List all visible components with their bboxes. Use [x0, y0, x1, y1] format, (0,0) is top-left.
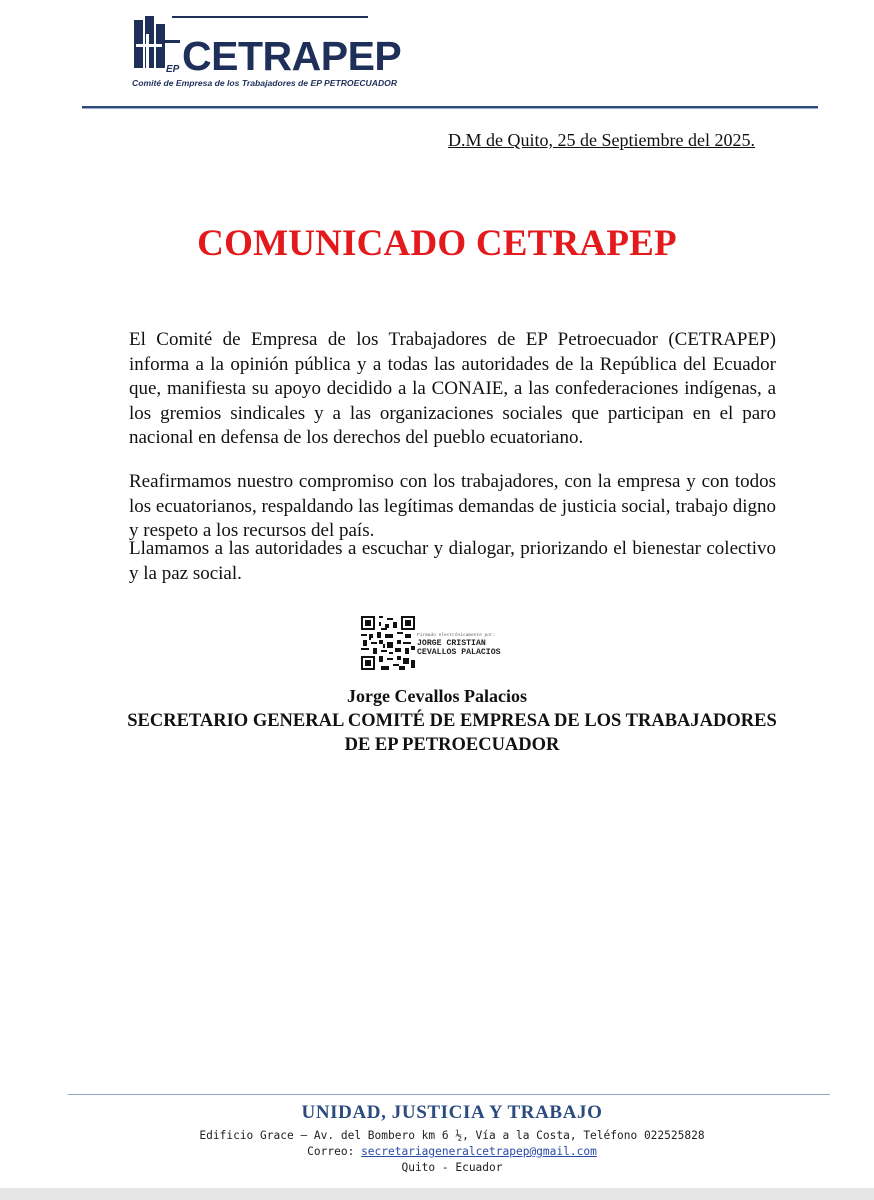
signer-title: SECRETARIO GENERAL COMITÉ DE EMPRESA DE LOS TRABAJADORES DE EP PETROECUADOR — [127, 711, 777, 755]
cetrapep-logo — [132, 14, 402, 90]
logo-subtitle: Comité de Empresa de los Trabajadores de EP PETROECUADOR — [132, 78, 398, 88]
stamp-name-line-2: CEVALLOS PALACIOS — [417, 648, 501, 657]
footer-motto: UNIDAD, JUSTICIA Y TRABAJO — [301, 1102, 603, 1123]
document-title: COMUNICADO CETRAPEP — [197, 223, 677, 264]
email-label: Correo: — [307, 1145, 362, 1158]
logo-text: CETRAPEP — [182, 33, 402, 79]
stamp-signer-name — [417, 639, 501, 657]
svg-text:EP: EP — [166, 64, 180, 75]
footer-address: Edificio Grace – Av. del Bombero km 6 ½, Vía a la Costa, Teléfono 022525828 — [199, 1129, 705, 1142]
stamp-name-line-1: JORGE CRISTIAN — [417, 639, 486, 648]
stamp-caption: Firmado electrónicamente por: — [417, 633, 496, 638]
signer-name: Jorge Cevallos Palacios — [347, 686, 527, 706]
paragraph-3: Llamamos a las autoridades a escuchar y dialogar, priorizando el bienestar colectivo y la paz social. — [129, 538, 776, 584]
tower-logo-icon — [132, 14, 188, 76]
email-link[interactable]: secretariageneralcetrapep@gmail.com — [361, 1145, 597, 1158]
document-date: D.M de Quito, 25 de Septiembre del 2025. — [448, 130, 755, 150]
page-edge — [0, 1188, 874, 1200]
qr-code-icon — [361, 616, 415, 670]
logo-rule — [172, 16, 368, 18]
paragraph-2: Reafirmamos nuestro compromiso con los trabajadores, con la empresa y con todos los ecuatorianos, respaldando las legítimas demandas de justicia social, trabajo digno y respeto a los recursos del país. — [129, 471, 776, 542]
header-divider — [82, 106, 818, 108]
footer-divider — [68, 1094, 830, 1095]
footer-email-line — [0, 1145, 874, 1158]
footer-city: Quito - Ecuador — [401, 1161, 503, 1174]
paragraph-1: El Comité de Empresa de los Trabajadores de EP Petroecuador (CETRAPEP) informa a la opinión pública y a todas las autoridades de la República del Ecuador que, manifiesta su apoyo decidido a la CONAIE, a las confederaciones indígenas, a los gremios sindicales y a las organizaciones sociales que participan en el paro nacional en defensa de los derechos del pueblo ecuatoriano. — [129, 329, 776, 449]
